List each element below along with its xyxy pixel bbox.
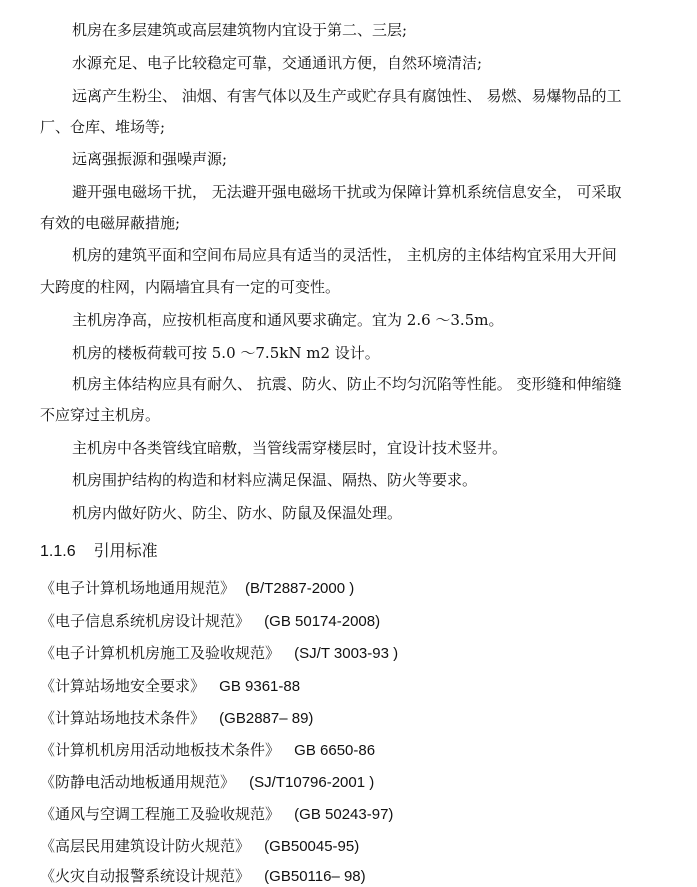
standard-code: GB 9361-88: [215, 678, 301, 695]
paragraph-line: 水源充足、电子比较稳定可靠，交通通讯方便，自然环境清洁;: [72, 54, 483, 72]
standard-name: 《火灾自动报警系统设计规范》: [40, 867, 251, 885]
standard-code: (GB50045-95): [260, 838, 360, 855]
paragraph-line: 机房的建筑平面和空间布局应具有适当的灵活性， 主机房的主体结构宜采用大开间: [72, 246, 617, 264]
standard-name: 《电子信息系统机房设计规范》: [40, 612, 251, 630]
paragraph-line: 厂、仓库、堆场等;: [40, 118, 166, 136]
standard-name: 《通风与空调工程施工及验收规范》: [40, 805, 281, 823]
standard-item: [40, 740, 375, 761]
standard-name: 《电子计算机机房施工及验收规范》: [40, 644, 281, 662]
paragraph-line: 避开强电磁场干扰， 无法避开强电磁场干扰或为保障计算机系统信息安全， 可采取: [72, 183, 622, 201]
standard-name: 《防静电活动地板通用规范》: [40, 773, 236, 791]
paragraph-line: 远离强振源和强噪声源;: [72, 150, 228, 168]
standard-item: [40, 643, 398, 664]
standard-code: (GB 50243-97): [290, 806, 394, 823]
standard-item: [40, 611, 380, 632]
paragraph-line: 机房的楼板荷载可按 5.0 ～7.5kN m2 设计。: [72, 344, 380, 362]
section-number: 1.1.6: [40, 543, 76, 560]
standard-name: 《计算机机房用活动地板技术条件》: [40, 741, 281, 759]
standard-item: [40, 836, 359, 857]
standard-code: (GB2887– 89): [215, 710, 314, 727]
standard-item: [40, 676, 300, 697]
standard-item: [40, 804, 393, 825]
paragraph-line: 机房主体结构应具有耐久、 抗震、防火、防止不均匀沉陷等性能。 变形缝和伸缩缝: [72, 375, 622, 393]
paragraph-line: 有效的电磁屏蔽措施;: [40, 214, 181, 232]
paragraph-line: 不应穿过主机房。: [40, 406, 161, 424]
standard-code: (B/T2887-2000 ): [245, 580, 355, 597]
standard-code: (GB50116– 98): [260, 868, 366, 885]
standard-item: [40, 578, 354, 599]
standard-name: 《计算站场地安全要求》: [40, 677, 206, 695]
standard-code: (GB 50174-2008): [260, 613, 381, 630]
paragraph-line: 主机房净高，应按机柜高度和通风要求确定。宜为 2.6 ～3.5m。: [72, 311, 504, 329]
standard-item: [40, 772, 374, 793]
paragraph-line: 大跨度的柱网，内隔墙宜具有一定的可变性。: [40, 278, 341, 296]
paragraph-line: 机房围护结构的构造和材料应满足保温、隔热、防火等要求。: [72, 471, 478, 489]
standard-code: (SJ/T 3003-93 ): [290, 645, 399, 662]
paragraph-line: 主机房中各类管线宜暗敷，当管线需穿楼层时，宜设计技术竖井。: [72, 439, 508, 457]
standard-item: [40, 708, 313, 729]
section-title: 引用标准: [93, 541, 158, 560]
paragraph-line: 机房在多层建筑或高层建筑物内宜设于第二、三层;: [72, 21, 408, 39]
paragraph-line: 远离产生粉尘、 油烟、有害气体以及生产或贮存具有腐蚀性、 易燃、易爆物品的工: [72, 87, 622, 105]
standard-code: (SJ/T10796-2001 ): [245, 774, 375, 791]
paragraph-line: 机房内做好防火、防尘、防水、防鼠及保温处理。: [72, 504, 403, 522]
standard-code: GB 6650-86: [290, 742, 376, 759]
standard-item: [40, 866, 366, 887]
standard-name: 《电子计算机场地通用规范》: [40, 579, 236, 597]
standard-name: 《高层民用建筑设计防火规范》: [40, 837, 251, 855]
section-heading: [40, 540, 158, 563]
standard-name: 《计算站场地技术条件》: [40, 709, 206, 727]
